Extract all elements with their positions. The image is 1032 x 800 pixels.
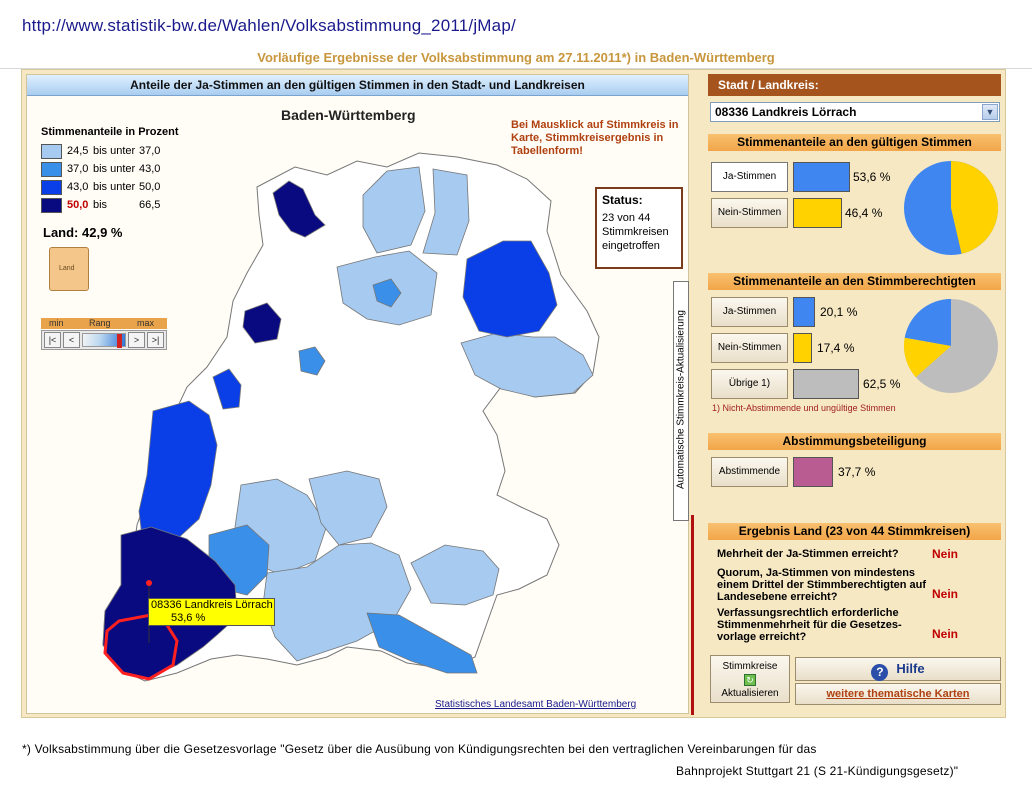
uebrige-bar xyxy=(793,369,859,399)
status-label: Status: xyxy=(602,193,643,207)
nein-stimmen-berechtigt-button[interactable]: Nein-Stimmen xyxy=(711,333,788,363)
ja-berechtigt-bar xyxy=(793,297,815,327)
ja-stimmen-button[interactable]: Ja-Stimmen xyxy=(711,162,788,192)
district-select-header: Stadt / Landkreis: xyxy=(708,74,1001,96)
legend-title: Stimmenanteile in Prozent xyxy=(41,126,179,138)
ja-berechtigt-pct: 20,1 % xyxy=(820,305,858,319)
tooltip-name: 08336 Landkreis Lörrach xyxy=(151,599,273,611)
chevron-down-icon[interactable]: ▼ xyxy=(982,104,998,120)
ja-pct: 53,6 % xyxy=(853,170,891,184)
pie-valid-votes xyxy=(901,158,1001,258)
refresh-button[interactable]: Stimmkreise ↻ Aktualisieren xyxy=(710,655,790,703)
footnote-line-2: Bahnprojekt Stuttgart 21 (S 21-Kündigungsgesetz)" xyxy=(676,764,959,778)
map-panel: Anteile der Ja-Stimmen an den gültigen Stimmen in den Stadt- und Landkreisen Baden-Württemberg Bei Mausklick auf Stimmkreis in Karte, Stimmkreisergebnis in Tabellenform! Stimmenanteile in Prozent 24,5 bis unter 37,0 37,0 bis unter 43,0 43,0 bis unter 50,0 50,0 bis 66,5 Land: 42,9 % Land min Rang max |< < > >| Status: 23 von 44 Stimmkreisen eingetroffen Automatische Stimmkreis-Aktualisierung 08336 Landkreis Lörrach 53,6 % Statistisches Landesamt Baden-Württemberg xyxy=(26,74,689,714)
question-constitutional: Verfassungsrechtlich erforderliche Stimmenmehrheit für die Gesetzes-vorlage erreicht? xyxy=(717,607,902,643)
district-select[interactable]: 08336 Landkreis Lörrach ▼ xyxy=(710,102,1000,122)
legend-swatch xyxy=(41,144,62,159)
abstimmende-bar xyxy=(793,457,833,487)
range-labels: min Rang max xyxy=(41,318,167,329)
tooltip-pin xyxy=(146,580,152,586)
legend-swatch xyxy=(41,180,62,195)
status-text: 23 von 44 Stimmkreisen eingetroffen xyxy=(602,212,669,252)
nein-stimmen-button[interactable]: Nein-Stimmen xyxy=(711,198,788,228)
abstimmende-pct: 37,7 % xyxy=(838,465,876,479)
tooltip-value: 53,6 % xyxy=(171,612,206,624)
nein-pct: 46,4 % xyxy=(845,206,883,220)
nein-berechtigt-bar xyxy=(793,333,812,363)
page-subtitle: Vorläufige Ergebnisse der Volksabstimmung am 27.11.2011*) in Baden-Württemberg xyxy=(257,50,775,65)
map-hint: Bei Mausklick auf Stimmkreis in Karte, Stimmkreisergebnis in Tabellenform! xyxy=(511,119,679,157)
map-tooltip xyxy=(148,598,275,626)
range-first-button[interactable]: |< xyxy=(44,332,61,348)
answer-majority: Nein xyxy=(932,547,959,561)
question-majority: Mehrheit der Ja-Stimmen erreicht? xyxy=(717,548,899,560)
section-valid-votes-header: Stimmenanteile an den gültigen Stimmen xyxy=(708,134,1001,151)
refresh-icon: ↻ xyxy=(744,674,756,686)
abstimmende-button[interactable]: Abstimmende xyxy=(711,457,788,487)
ja-bar xyxy=(793,162,850,192)
right-panel xyxy=(703,72,1006,716)
auto-update-label[interactable]: Automatische Stimmkreis-Aktualisierung xyxy=(673,281,689,521)
uebrige-button[interactable]: Übrige 1) xyxy=(711,369,788,399)
legend-swatch xyxy=(41,198,62,213)
scroll-indicator xyxy=(691,515,694,715)
source-link[interactable]: Statistisches Landesamt Baden-Württemberg xyxy=(435,699,637,710)
land-map-icon[interactable]: Land xyxy=(49,247,89,291)
question-quorum: Quorum, Ja-Stimmen von mindestens einem Drittel der Stimmberechtigten auf Landesebene erreicht? xyxy=(717,567,927,603)
status-box xyxy=(595,187,683,269)
nein-berechtigt-pct: 17,4 % xyxy=(817,341,855,355)
range-control xyxy=(41,318,167,352)
help-button[interactable]: ? Hilfe xyxy=(795,657,1001,681)
uebrige-pct: 62,5 % xyxy=(863,377,901,391)
section-eligible-header: Stimmenanteile an den Stimmberechtigten xyxy=(708,273,1001,290)
range-prev-button[interactable]: < xyxy=(63,332,80,348)
range-slider[interactable] xyxy=(82,333,126,347)
page-url: http://www.statistik-bw.de/Wahlen/Volksabstimmung_2011/jMap/ xyxy=(22,16,516,35)
range-last-button[interactable]: >| xyxy=(147,332,164,348)
ergebnis-header: Ergebnis Land (23 von 44 Stimmkreisen) xyxy=(708,523,1001,540)
footnote-uebrige: 1) Nicht-Abstimmende und ungültige Stimmen xyxy=(712,403,896,413)
pie-eligible xyxy=(901,296,1001,396)
range-next-button[interactable]: > xyxy=(128,332,145,348)
help-icon: ? xyxy=(871,664,888,681)
answer-quorum: Nein xyxy=(932,587,959,601)
range-slider-thumb[interactable] xyxy=(117,334,122,348)
pie-slice-ja xyxy=(905,299,951,346)
land-total: Land: 42,9 % xyxy=(43,225,123,240)
more-maps-button[interactable]: weitere thematische Karten xyxy=(795,683,1001,705)
ja-stimmen-berechtigt-button[interactable]: Ja-Stimmen xyxy=(711,297,788,327)
section-turnout-header: Abstimmungsbeteiligung xyxy=(708,433,1001,450)
map-title: Baden-Württemberg xyxy=(281,107,416,123)
map-header: Anteile der Ja-Stimmen an den gültigen Stimmen in den Stadt- und Landkreisen xyxy=(27,75,688,96)
footnote-line-1: *) Volksabstimmung über die Gesetzesvorlage "Gesetz über die Ausübung von Kündigungsrechten bei den vertraglichen Vereinbarungen für das xyxy=(22,742,817,756)
legend-swatch xyxy=(41,162,62,177)
nein-bar xyxy=(793,198,842,228)
range-slider-bar xyxy=(41,330,167,350)
answer-constitutional: Nein xyxy=(932,627,959,641)
